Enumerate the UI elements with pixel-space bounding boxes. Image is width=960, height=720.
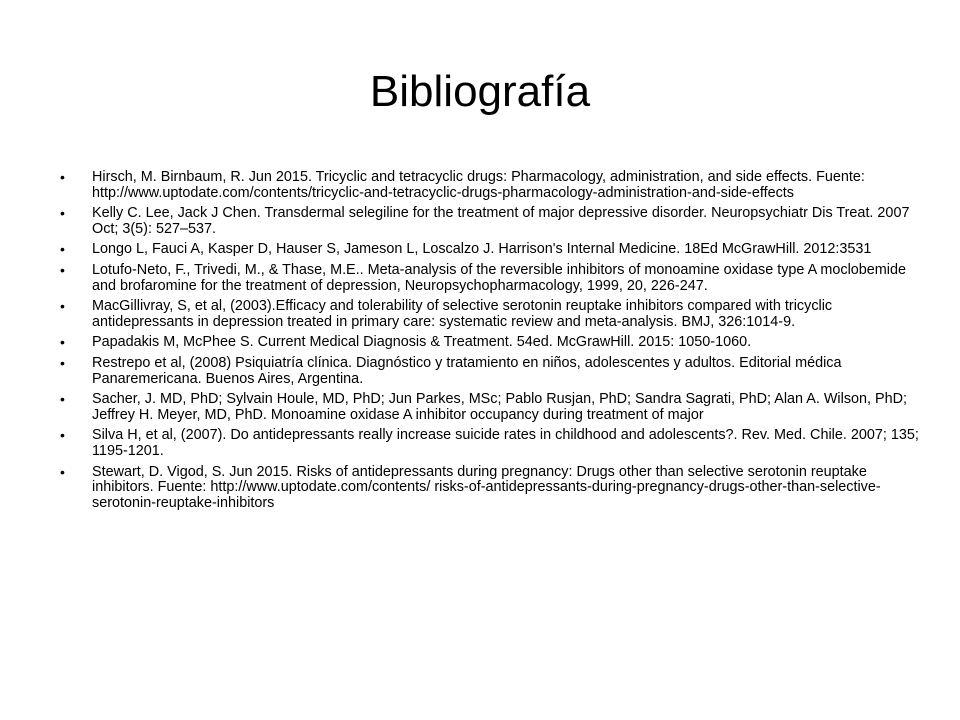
bullet-icon: • — [60, 463, 65, 480]
reference-item — [60, 206, 920, 237]
bullet-icon: • — [60, 241, 65, 258]
reference-item — [60, 356, 920, 387]
reference-text: Stewart, D. Vigod, S. Jun 2015. Risks of antidepressants during pregnancy: Drugs other than selective serotonin reuptake inhibitors. Fuente: http://www.uptodate.com/contents/ risks-of-antidepressants-during-pregnancy-drugs-other-than-selective-serotonin-reuptake-inhibitors — [92, 463, 881, 511]
reference-text: MacGillivray, S, et al, (2003).Efficacy and tolerability of selective serotonin reuptake inhibitors compared with tricyclic antidepressants in depression treated in primary care: systematic review and meta-analysis. BMJ, 326:1014-9. — [92, 298, 833, 330]
bullet-icon: • — [60, 354, 65, 371]
reference-text: Longo L, Fauci A, Kasper D, Hauser S, Jameson L, Loscalzo J. Harrison's Internal Medicine. 18Ed McGrawHill. 2012:3531 — [92, 241, 872, 258]
reference-item — [60, 263, 920, 294]
slide-title: Bibliografía — [369, 67, 591, 116]
reference-text: Papadakis M, McPhee S. Current Medical Diagnosis & Treatment. 54ed. McGrawHill. 2015: 1050-1060. — [92, 334, 752, 351]
bullet-icon: • — [60, 205, 65, 222]
reference-text: Kelly C. Lee, Jack J Chen. Transdermal selegiline for the treatment of major depressive disorder. Neuropsychiatr Dis Treat. 2007 Oct; 3(5): 527–537. — [92, 205, 910, 237]
reference-text: Sacher, J. MD, PhD; Sylvain Houle, MD, PhD; Jun Parkes, MSc; Pablo Rusjan, PhD; Sandra Sagrati, PhD; Alan A. Wilson, PhD; Jeffrey H. Meyer, MD, PhD. Monoamine oxidase A inhibitor occupancy during treatment of major — [92, 391, 908, 423]
reference-list — [60, 170, 920, 516]
reference-item — [60, 170, 920, 201]
reference-item — [60, 428, 920, 459]
reference-item — [60, 335, 920, 351]
bullet-icon: • — [60, 427, 65, 444]
reference-item — [60, 465, 920, 512]
bullet-icon: • — [60, 334, 65, 351]
reference-item — [60, 392, 920, 423]
reference-text: Silva H, et al, (2007). Do antidepressants really increase suicide rates in childhood and adolescents?. Rev. Med. Chile. 2007; 135; 1195-1201. — [92, 427, 919, 459]
reference-item — [60, 299, 920, 330]
bullet-icon: • — [60, 261, 65, 278]
bullet-icon: • — [60, 298, 65, 315]
bullet-icon: • — [60, 391, 65, 408]
reference-text: Hirsch, M. Birnbaum, R. Jun 2015. Tricyclic and tetracyclic drugs: Pharmacology, administration, and side effects. Fuente: http://www.uptodate.com/contents/tricyclic-and-tetracyclic-drugs-pharmacology-administration-and-side-effects — [92, 169, 865, 201]
reference-item — [60, 242, 920, 258]
reference-text: Restrepo et al, (2008) Psiquiatría clínica. Diagnóstico y tratamiento en niños, adolescentes y adultos. Editorial médica Panaremericana. Buenos Aires, Argentina. — [92, 354, 842, 387]
reference-text: Lotufo-Neto, F., Trivedi, M., & Thase, M.E.. Meta-analysis of the reversible inhibitors of monoamine oxidase type A moclobemide and brofaromine for the treatment of depression, Neuropsychopharmacology, 1999, 20, 226-247. — [92, 261, 906, 294]
bullet-icon: • — [60, 169, 65, 185]
